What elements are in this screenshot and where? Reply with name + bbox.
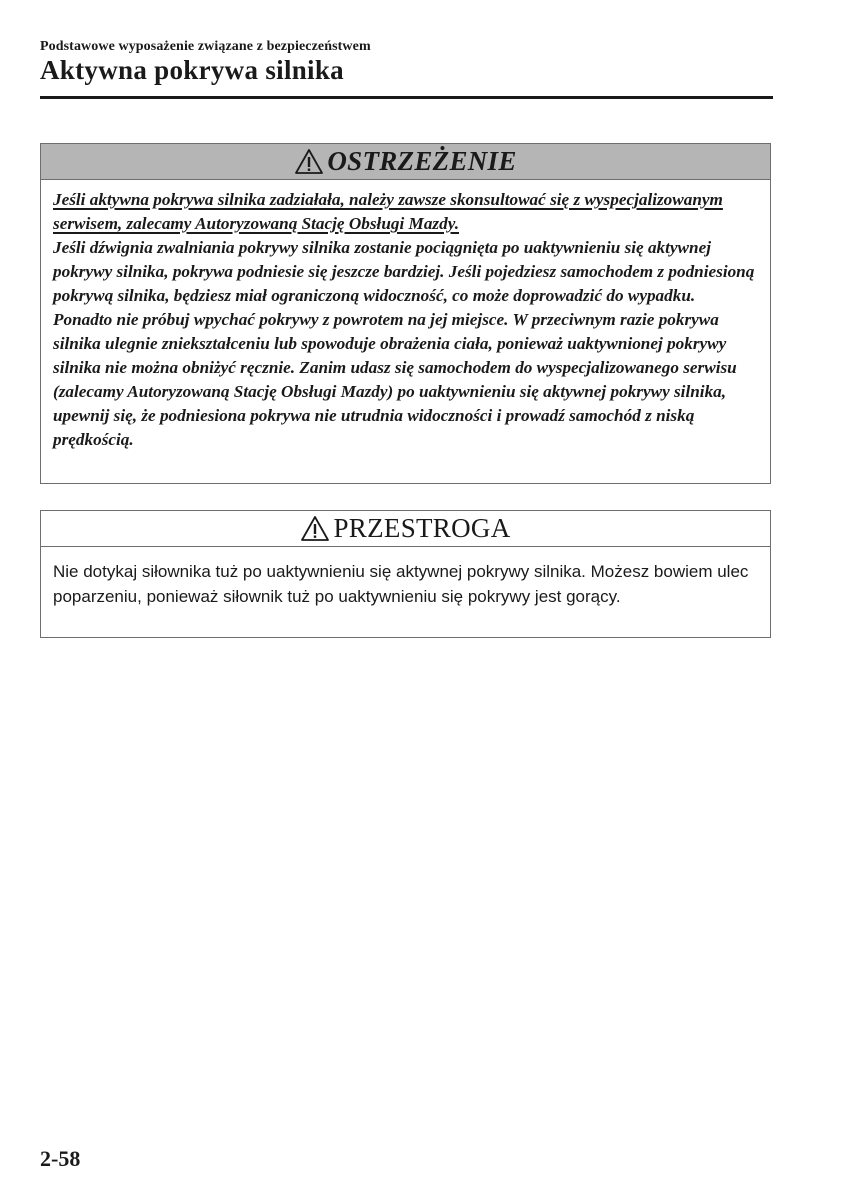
warning-triangle-icon (300, 515, 330, 542)
page-title: Aktywna pokrywa silnika (40, 55, 344, 85)
warning-underlined-text: Jeśli aktywna pokrywa silnika zadziałała, należy zawsze skonsultować się z wyspecjalizowanym serwisem, zalecamy Autoryzowaną Stację Obsługi Mazdy. (53, 190, 723, 233)
caution-text: Nie dotykaj siłownika tuż po uaktywnieniu się aktywnej pokrywy silnika. Możesz bowiem ulec poparzeniu, ponieważ siłownik tuż po uaktywnieniu się pokrywy jest gorący. (53, 562, 749, 606)
section-label: Podstawowe wyposażenie związane z bezpieczeństwem (40, 39, 371, 54)
caution-header (41, 511, 770, 547)
warning-box (40, 143, 771, 484)
page-number: 2-58 (40, 1146, 81, 1171)
title-rule (40, 96, 773, 99)
warning-header (41, 144, 770, 180)
warning-body (41, 180, 770, 452)
warning-heading: OSTRZEŻENIE (327, 146, 517, 176)
caution-box (40, 510, 771, 638)
caution-body (41, 547, 770, 609)
warning-triangle-icon (294, 148, 324, 175)
warning-text: Jeśli dźwignia zwalniania pokrywy silnika zostanie pociągnięta po uaktywnieniu się aktywnej pokrywy silnika, pokrywa podniesie się jeszcze bardziej. Jeśli pojedziesz samochodem z podniesioną pokrywą silnika, będziesz miał ograniczoną widoczność, co może doprowadzić do wypadku. Ponadto nie próbuj wpychać pokrywy z powrotem na jej miejsce. W przeciwnym razie pokrywa silnika ulegnie zniekształceniu lub spowoduje obrażenia ciała, ponieważ uaktywnionej pokrywy silnika nie można obniżyć ręcznie. Zanim udasz się samochodem do wyspecjalizowanego serwisu (zalecamy Autoryzowaną Stację Obsługi Mazdy) po uaktywnieniu się aktywnej pokrywy silnika, upewnij się, że podniesiona pokrywa nie utrudnia widoczności i prowadź samochód z niską prędkością. (53, 238, 755, 449)
caution-heading: PRZESTROGA (333, 513, 511, 543)
